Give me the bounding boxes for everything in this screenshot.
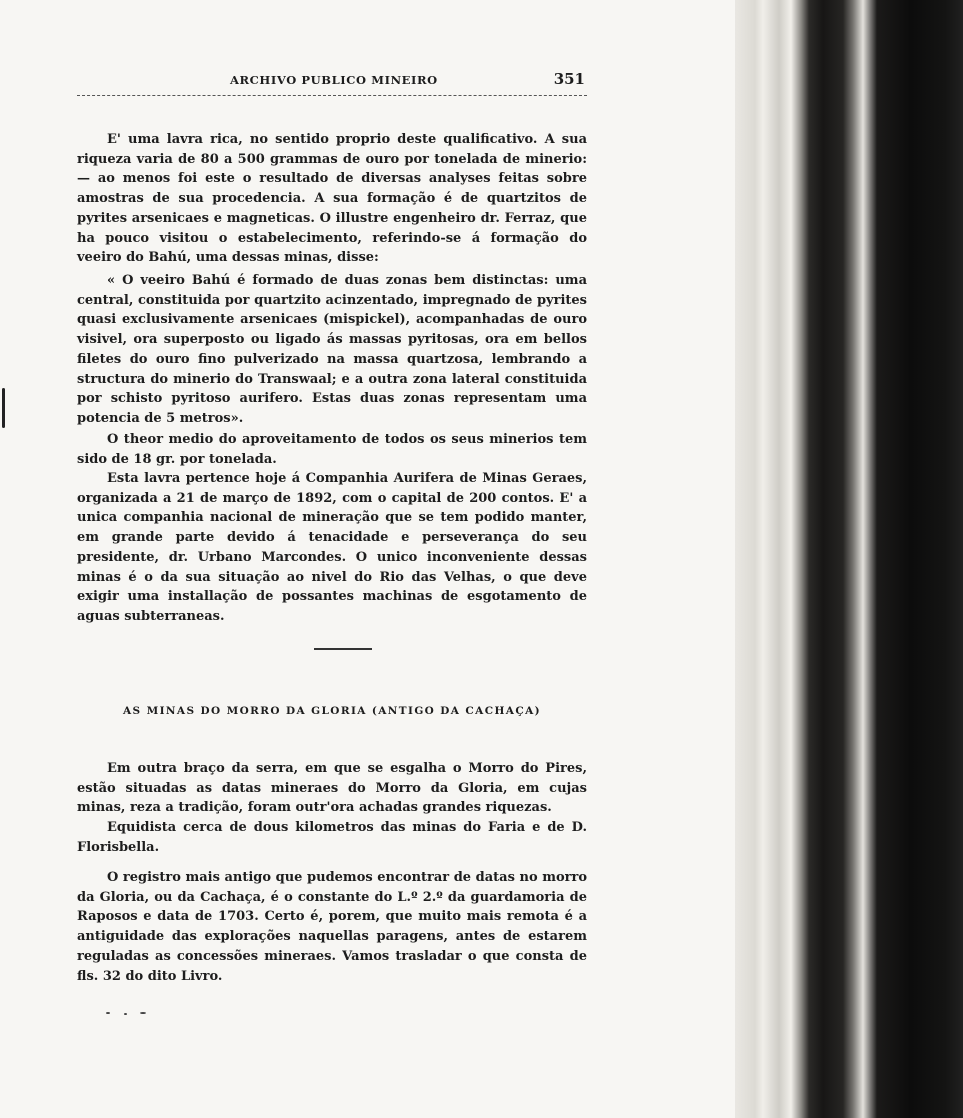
ink-speck [140, 1012, 146, 1014]
page-number: 351 [553, 70, 585, 88]
paragraph-theor: O theor medio do aproveitamento de todos os seus minerios tem sido de 18 gr. por tonelada. [77, 432, 587, 467]
header-rule [77, 95, 587, 96]
book-binding-edge [735, 0, 963, 1118]
paragraph-companhia: Esta lavra pertence hoje á Companhia Aurifera de Minas Geraes, organizada a 21 de março de 1892, com o capital de 200 contos. E' a unica companhia nacional de mineração que se tem podido manter, em grande parte devido á tenacidade e perseverança do seu presidente, dr. Urbano Marcondes. O unico inconveniente dessas minas é o da sua situação ao nivel do Rio das Velhas, o que deve exigir uma installação de possantes machinas de esgotamento de aguas subterraneas. [77, 471, 587, 624]
section-divider [314, 648, 372, 650]
paragraph-equidista: Equidista cerca de dous kilometros das minas do Faria e de D. Florisbella. [77, 820, 587, 855]
paragraph-outra-braco: Em outra braço da serra, em que se esgalha o Morro do Pires, estão situadas as datas mineraes do Morro da Gloria, em cujas minas, reza a tradição, foram outr'ora achadas grandes riquezas. [77, 761, 587, 816]
paragraph-veeiro-quote: « O veeiro Bahú é formado de duas zonas bem distinctas: uma central, constituida por quartzito acinzentado, impregnado de pyrites quasi exclusivamente arsenicaes (mispickel), acompanhadas de ouro visivel, ora superposto ou ligado ás massas pyritosas, ora em bellos filetes do ouro fino pulverizado na massa quartzosa, lembrando a structura do minerio do Transwaal; e a outra zona lateral constituida por schisto pyritoso aurifero. Estas duas zonas representam uma potencia de 5 metros». [77, 273, 587, 426]
paragraph-lavra-rica: E' uma lavra rica, no sentido proprio deste qualificativo. A sua riqueza varia de 80 a 500 grammas de ouro por tonelada de minerio: — ao menos foi este o resultado de diversas analyses feitas sobre amostras de sua procedencia. A sua formação é de quartzitos de pyrites arsenicaes e magneticas. O illustre engenheiro dr. Ferraz, que ha pouco visitou o estabelecimento, referindo-se á formação do veeiro do Bahú, uma dessas minas, disse: [77, 132, 587, 266]
ink-speck [2, 388, 5, 428]
ink-speck [106, 1012, 110, 1014]
page-header [77, 70, 587, 92]
ink-speck [124, 1013, 127, 1015]
section-heading: AS MINAS DO MORRO DA GLORIA (ANTIGO DA CACHAÇA) [123, 705, 541, 717]
running-title: ARCHIVO PUBLICO MINEIRO [230, 73, 438, 87]
paragraph-registro: O registro mais antigo que pudemos encontrar de datas no morro da Gloria, ou da Cachaça, é o constante do L.º 2.º da guardamoria de Raposos e data de 1703. Certo é, porem, que muito mais remota é a antiguidade das explorações naquellas paragens, antes de estarem reguladas as concessões mineraes. Vamos trasladar o que consta de fls. 32 do dito Livro. [77, 870, 587, 984]
